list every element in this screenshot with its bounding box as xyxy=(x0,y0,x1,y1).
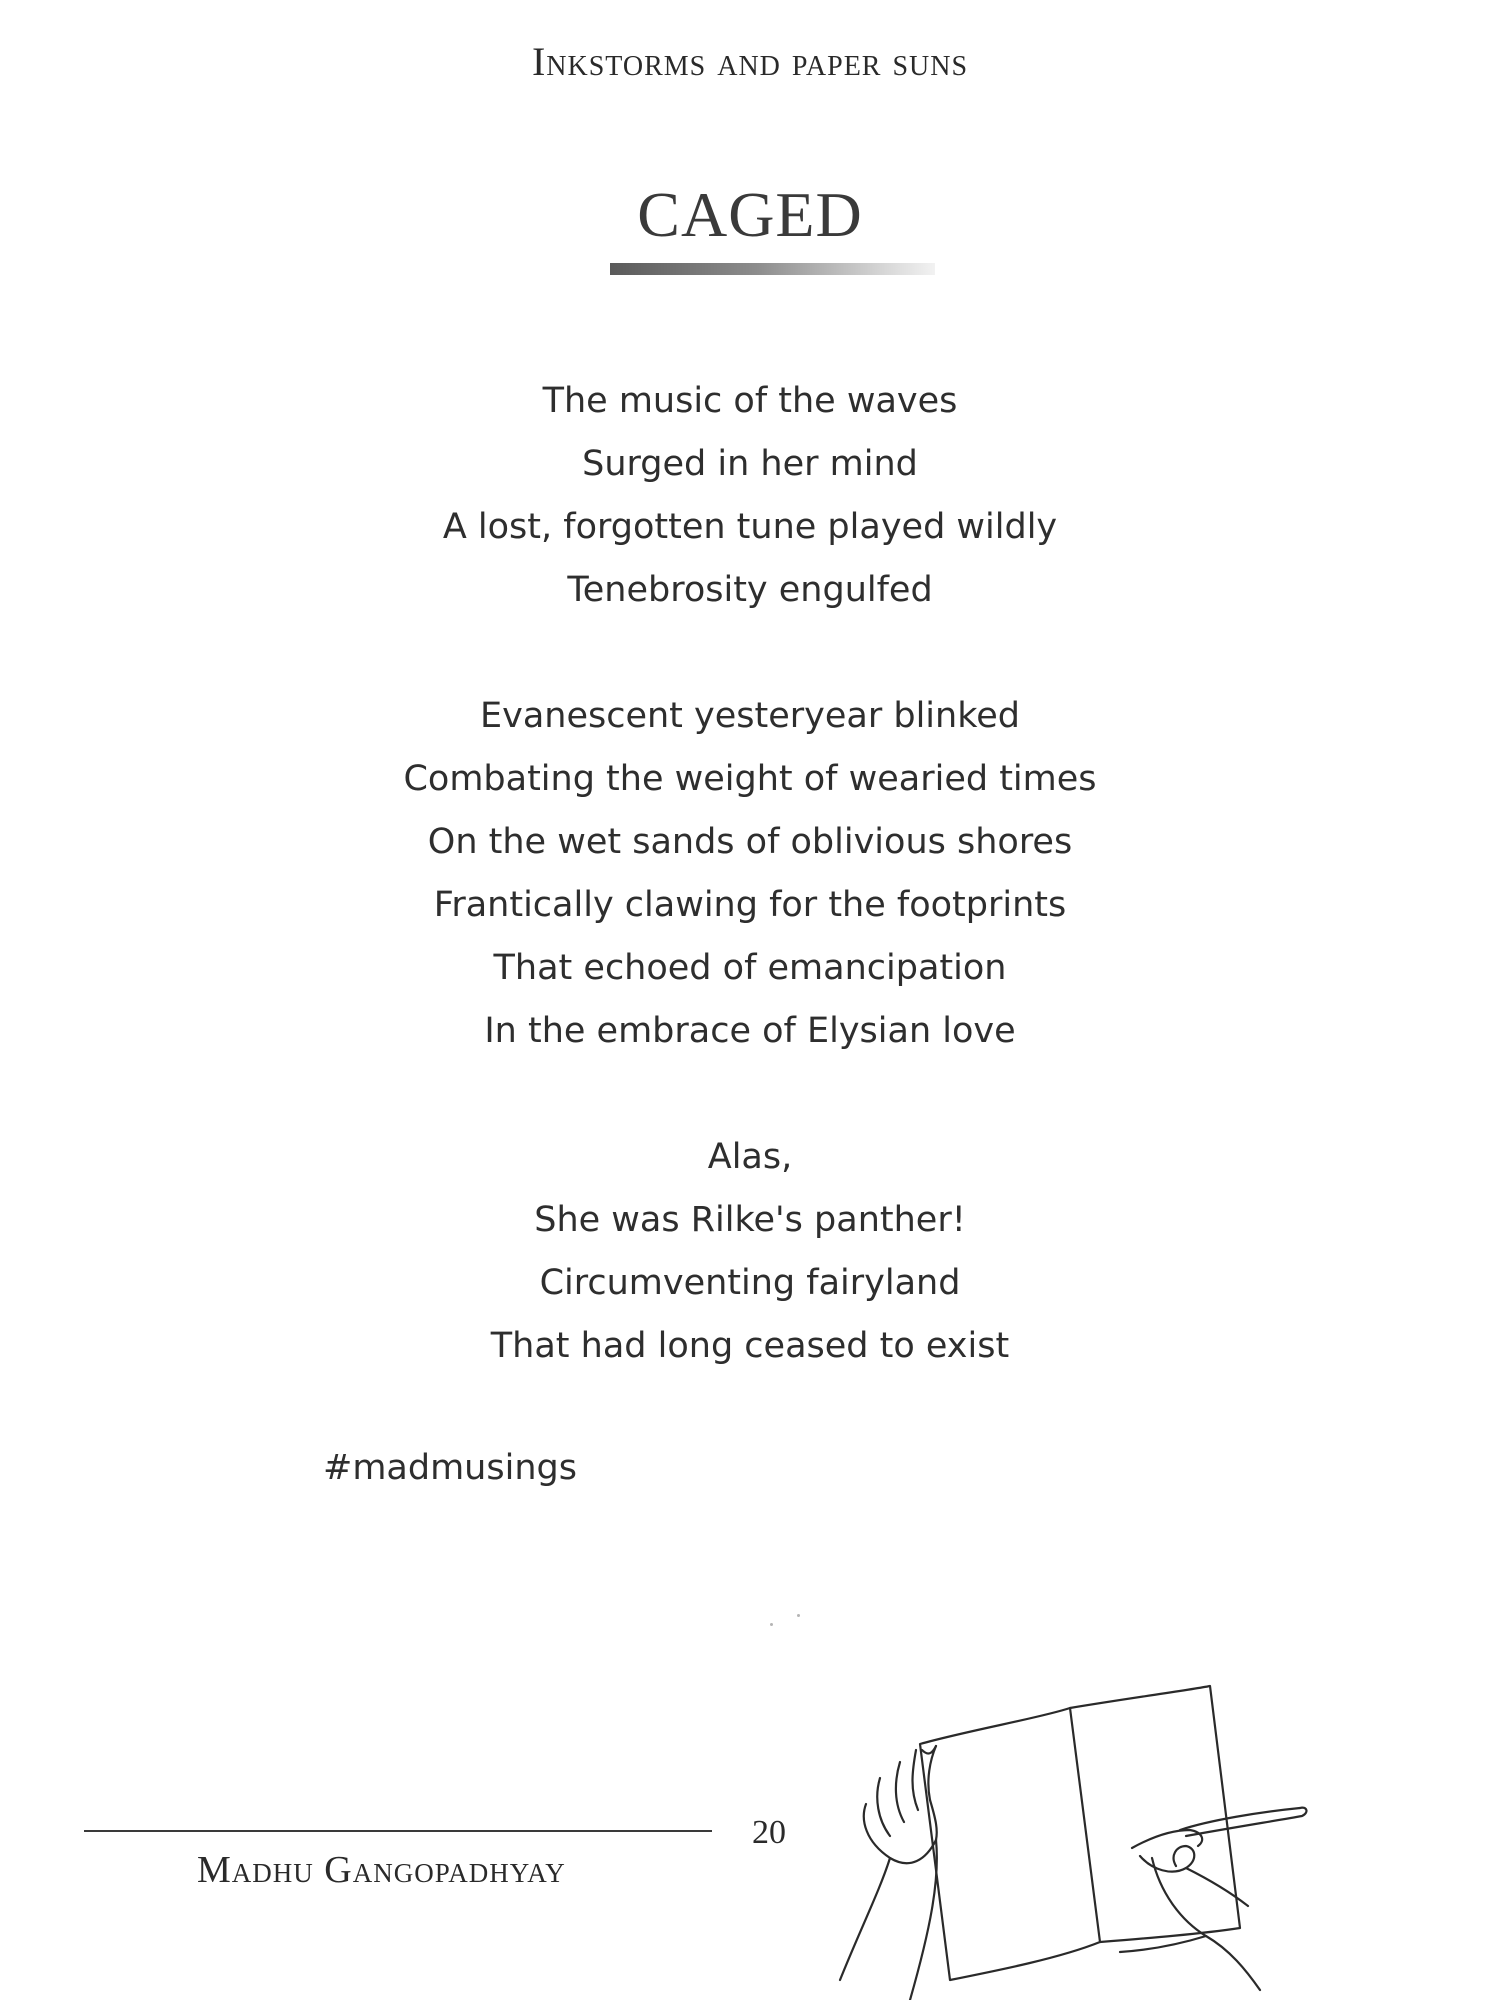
stanza-3 xyxy=(0,1126,1500,1378)
poem-line: Frantically clawing for the footprints xyxy=(433,885,1067,925)
poem-line: A lost, forgotten tune played wildly xyxy=(442,507,1058,547)
poem-title: CAGED xyxy=(637,179,863,250)
poem-line: Combating the weight of wearied times xyxy=(403,759,1097,799)
open-book-hands-icon xyxy=(740,1680,1360,2000)
page-number: 20 xyxy=(752,1814,786,1851)
stanza-1 xyxy=(0,370,1500,622)
footer-rule xyxy=(84,1830,712,1832)
paper-speck xyxy=(770,1623,773,1626)
poem-line: Evanescent yesteryear blinked xyxy=(480,696,1020,736)
poem-line: On the wet sands of oblivious shores xyxy=(427,822,1073,862)
paper-speck xyxy=(797,1614,800,1617)
poem-line: That echoed of emancipation xyxy=(493,948,1007,988)
poem-line: The music of the waves xyxy=(542,381,958,421)
title-underline xyxy=(610,263,935,275)
author-name: Madhu Gangopadhyay xyxy=(197,1849,566,1891)
hashtag: #madmusings xyxy=(323,1448,577,1488)
poem-line: Tenebrosity engulfed xyxy=(567,570,933,610)
running-head: Inkstorms and paper suns xyxy=(531,39,969,84)
stanza-2 xyxy=(0,685,1500,1063)
poem-line: In the embrace of Elysian love xyxy=(484,1011,1016,1051)
poem-line: That had long ceased to exist xyxy=(490,1326,1010,1366)
poem-line: Surged in her mind xyxy=(582,444,918,484)
poem-line: She was Rilke's panther! xyxy=(534,1200,966,1240)
poem-body xyxy=(0,370,1500,1441)
poem-line: Alas, xyxy=(707,1137,793,1177)
poem-line: Circumventing fairyland xyxy=(539,1263,961,1303)
